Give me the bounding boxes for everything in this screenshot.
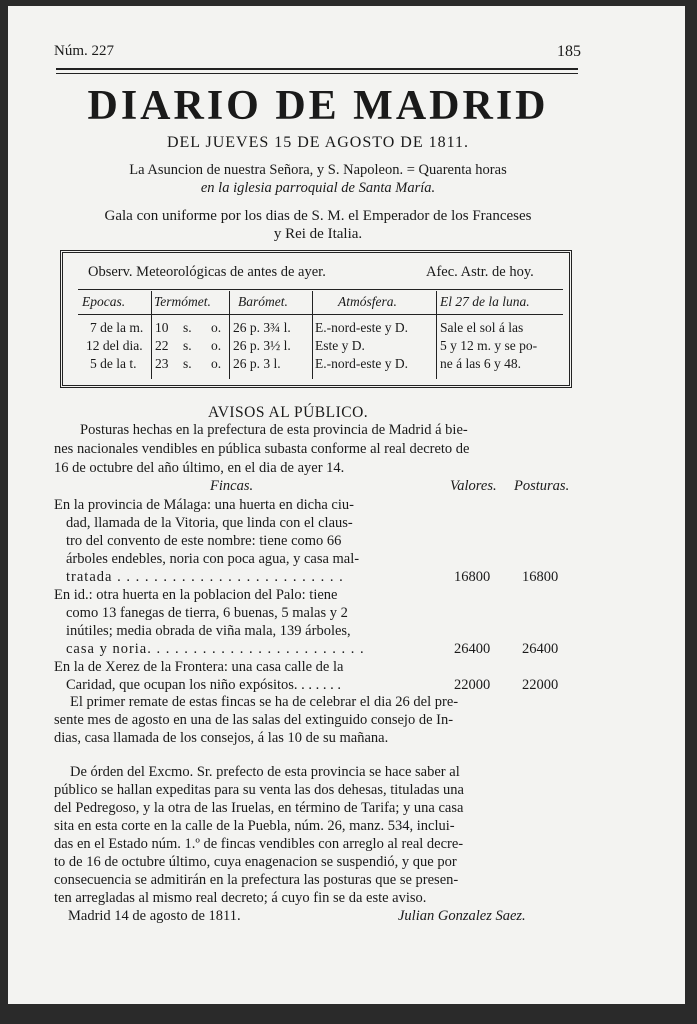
meteo-rule-top xyxy=(78,289,563,290)
col-epocas: Epocas. xyxy=(82,294,126,309)
intro-line: nes nacionales vendibles en pública subasta conforme al real decreto de xyxy=(54,441,470,457)
row2-term: 22 xyxy=(155,338,169,353)
astro-title: Afec. Astr. de hoy. xyxy=(426,264,534,280)
avisos-title: AVISOS AL PÚBLICO. xyxy=(208,404,369,421)
row1-term: 10 xyxy=(155,320,169,335)
row1-epoca: 7 de la m. xyxy=(90,320,144,335)
col-luna: El 27 de la luna. xyxy=(440,294,530,309)
row2-term-o: o. xyxy=(211,338,222,353)
finca1-valor: 16800 xyxy=(454,569,491,585)
orden-line: to de 16 de octubre último, cuya enagenacion se suspendió, y que por xyxy=(54,854,457,870)
row1-term-s: s. xyxy=(183,320,192,335)
row2-epoca: 12 del dia. xyxy=(86,338,143,353)
gala-line-2: y Rei de Italia. xyxy=(273,226,363,242)
page-number: 185 xyxy=(557,43,581,60)
finca3-postura: 22000 xyxy=(522,677,559,693)
header-rule xyxy=(56,68,578,70)
col-valores-label: Valores. xyxy=(450,478,497,494)
finca1-line: árboles endebles, noria con poca agua, y casa mal- xyxy=(66,551,360,567)
row3-term: 23 xyxy=(155,356,169,371)
orden-line: das en el Estado núm. 1.º de fincas vendibles con arreglo al real decre- xyxy=(54,836,464,852)
header-rule-thin xyxy=(56,73,578,74)
row2-baro: 26 p. 3½ l. xyxy=(233,338,291,353)
row1-baro: 26 p. 3¾ l. xyxy=(233,320,291,335)
finca2-valor: 26400 xyxy=(454,641,491,657)
issue-number: Núm. 227 xyxy=(54,43,114,59)
col-barometro: Barómet. xyxy=(238,294,288,309)
masthead-title: DIARIO DE MADRID xyxy=(87,83,549,129)
row3-epoca: 5 de la t. xyxy=(90,356,137,371)
remate-line: El primer remate de estas fincas se ha de celebrar el dia 26 del pre- xyxy=(70,694,459,710)
finca2-postura: 26400 xyxy=(522,641,559,657)
saints-line-2: en la iglesia parroquial de Santa María. xyxy=(200,180,436,196)
finca1-line: dad, llamada de la Vitoria, que linda con el claus- xyxy=(66,515,353,531)
astro-line-2: 5 y 12 m. y se po- xyxy=(440,338,538,353)
finca2-line: En id.: otra huerta en la poblacion del Palo: tiene xyxy=(54,587,338,603)
finca2-line: como 13 fanegas de tierra, 6 buenas, 5 malas y 2 xyxy=(66,605,348,621)
orden-line: sita en esta corte en la calle de la Puebla, núm. 26, manz. 534, inclui- xyxy=(54,818,455,834)
col-atmosfera: Atmósfera. xyxy=(338,294,397,309)
col-termometro: Termómet. xyxy=(154,294,211,309)
finca2-line: inútiles; media obrada de viña mala, 139 árboles, xyxy=(66,623,351,639)
issue-date: DEL JUEVES 15 DE AGOSTO DE 1811. xyxy=(166,134,470,151)
meteo-col-divider xyxy=(312,291,313,379)
row3-term-s: s. xyxy=(183,356,192,371)
orden-line: consecuencia se admitirán en la prefectura las posturas que se presen- xyxy=(54,872,459,888)
finca3-line: En la de Xerez de la Frontera: una casa calle de la xyxy=(54,659,344,675)
intro-line: Posturas hechas en la prefectura de esta provincia de Madrid á bie- xyxy=(80,422,468,438)
row1-term-o: o. xyxy=(211,320,222,335)
meteo-title: Observ. Meteorológicas de antes de ayer. xyxy=(88,264,326,280)
row2-term-s: s. xyxy=(183,338,192,353)
remate-line: dias, casa llamada de los consejos, á las 10 de su mañana. xyxy=(54,730,389,746)
row3-term-o: o. xyxy=(211,356,222,371)
remate-line: sente mes de agosto en una de las salas del extinguido consejo de In- xyxy=(54,712,454,728)
orden-line: ten arregladas al mismo real decreto; á cuyo fin se da este aviso. xyxy=(54,890,427,906)
orden-line: De órden del Excmo. Sr. prefecto de esta provincia se hace saber al xyxy=(70,764,460,780)
meteo-col-divider xyxy=(229,291,230,379)
astro-line-3: ne á las 6 y 48. xyxy=(440,356,521,371)
row3-baro: 26 p. 3 l. xyxy=(233,356,281,371)
row3-atm: E.-nord-este y D. xyxy=(315,356,408,371)
gala-line-1: Gala con uniforme por los dias de S. M. el Emperador de los Franceses xyxy=(104,208,532,224)
finca3-valor: 22000 xyxy=(454,677,491,693)
row1-atm: E.-nord-este y D. xyxy=(315,320,408,335)
orden-line: del Pedregoso, y la otra de las Iruelas, en término de Tarifa; y una casa xyxy=(54,800,464,816)
finca1-line: tratada . . . . . . . . . . . . . . . . . . . . . . . . . xyxy=(66,569,344,585)
row2-atm: Este y D. xyxy=(315,338,365,353)
col-fincas-label: Fincas. xyxy=(210,478,254,494)
finca1-line: En la provincia de Málaga: una huerta en dicha ciu- xyxy=(54,497,354,513)
meteo-col-divider xyxy=(151,291,152,379)
newspaper-page xyxy=(8,6,685,1004)
signature-place-date: Madrid 14 de agosto de 1811. xyxy=(68,908,241,924)
saints-line-1: La Asuncion de nuestra Señora, y S. Napoleon. = Quarenta horas xyxy=(129,162,507,178)
signature-name: Julian Gonzalez Saez. xyxy=(398,908,526,924)
finca3-line: Caridad, que ocupan los niño expósitos. . . . . . . xyxy=(66,677,342,693)
orden-line: público se hallan expeditas para su venta las dos dehesas, tituladas una xyxy=(54,782,464,798)
intro-line: 16 de octubre del año último, en el dia de ayer 14. xyxy=(54,460,345,476)
finca1-postura: 16800 xyxy=(522,569,559,585)
meteo-col-divider xyxy=(436,291,437,379)
finca2-line: casa y noria. . . . . . . . . . . . . . . . . . . . . . . . xyxy=(66,641,365,657)
astro-line-1: Sale el sol á las xyxy=(440,320,524,335)
finca1-line: tro del convento de este nombre: tiene como 66 xyxy=(66,533,342,549)
col-posturas-label: Posturas. xyxy=(514,478,570,494)
